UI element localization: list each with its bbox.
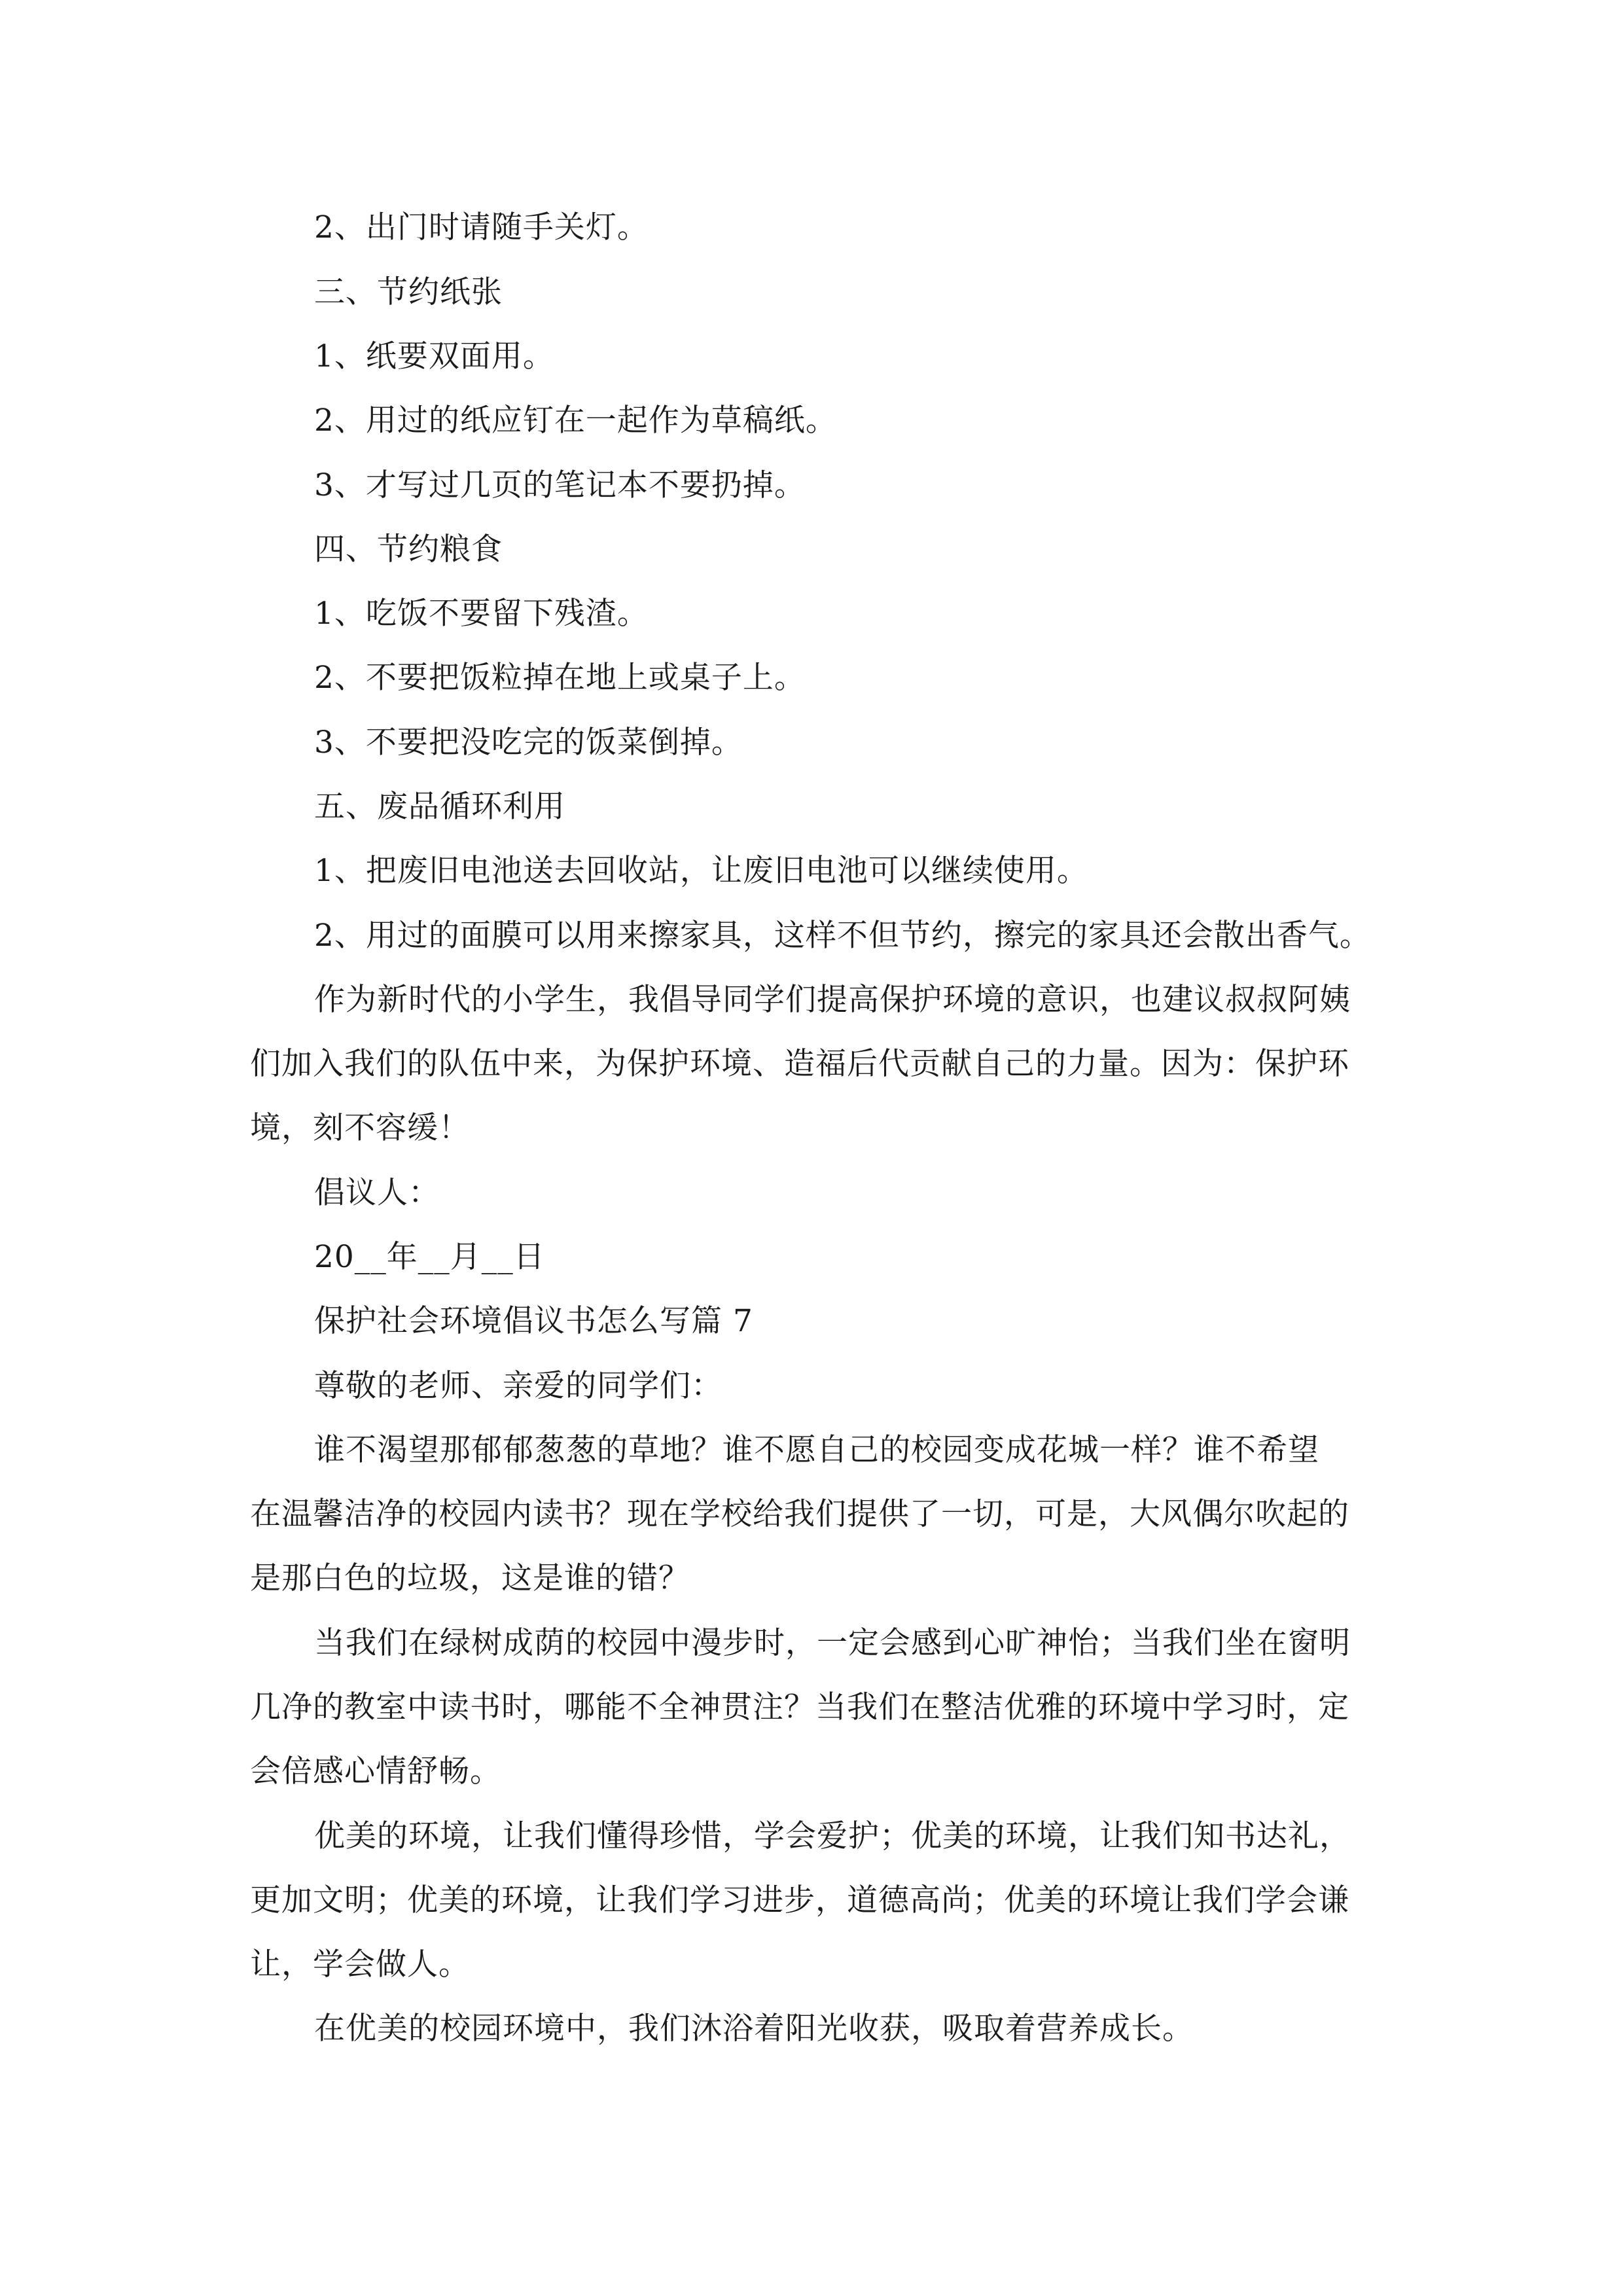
salutation: 尊敬的老师、亲爱的同学们： — [314, 1368, 722, 1404]
list-item-face-mask: 2、用过的面膜可以用来擦家具，这样不但节约，擦完的家具还会散出香气。 — [314, 918, 1371, 954]
article-title: 保护社会环境倡议书怎么写篇 7 — [314, 1303, 753, 1339]
paragraph-line: 在温馨洁净的校园内读书？现在学校给我们提供了一切，可是，大风偶尔吹起的 — [250, 1496, 1349, 1532]
list-item-do-not-waste: 3、不要把没吃完的饭菜倒掉。 — [314, 725, 743, 761]
list-item-turn-off-lights: 2、出门时请随手关灯。 — [314, 209, 649, 245]
paragraph-line: 几净的教室中读书时，哪能不全神贯注？当我们在整洁优雅的环境中学习时，定 — [250, 1689, 1349, 1725]
date-line: 20__年__月__日 — [314, 1239, 545, 1275]
list-item-rice-grains: 2、不要把饭粒掉在地上或桌子上。 — [314, 660, 806, 696]
paragraph-line: 谁不渴望那郁郁葱葱的草地？谁不愿自己的校园变成花城一样？谁不希望 — [314, 1432, 1319, 1468]
paragraph-line: 更加文明；优美的环境，让我们学习进步，道德高尚；优美的环境让我们学会谦 — [250, 1882, 1349, 1918]
list-item-batteries: 1、把废旧电池送去回收站，让废旧电池可以继续使用。 — [314, 853, 1088, 889]
paragraph-line: 们加入我们的队伍中来，为保护环境、造福后代贡献自己的力量。因为：保护环 — [250, 1046, 1349, 1082]
paragraph-line: 让，学会做人。 — [250, 1946, 470, 1982]
list-item-double-sided-paper: 1、纸要双面用。 — [314, 338, 554, 374]
list-item-notebook: 3、才写过几页的笔记本不要扔掉。 — [314, 467, 806, 503]
paragraph-line: 在优美的校园环境中，我们沐浴着阳光收获，吸取着营养成长。 — [314, 2011, 1194, 2047]
list-item-no-leftovers: 1、吃饭不要留下残渣。 — [314, 596, 649, 632]
paragraph-line: 境，刻不容缓！ — [250, 1110, 470, 1146]
paragraph-line: 作为新时代的小学生，我倡导同学们提高保护环境的意识，也建议叔叔阿姨 — [314, 982, 1351, 1018]
paragraph-line: 会倍感心情舒畅。 — [250, 1753, 501, 1789]
paragraph-line: 优美的环境，让我们懂得珍惜，学会爱护；优美的环境，让我们知书达礼， — [314, 1818, 1351, 1854]
proposer-label: 倡议人： — [314, 1175, 440, 1211]
paragraph-line: 是那白色的垃圾，这是谁的错？ — [250, 1560, 690, 1596]
section-heading-save-food: 四、节约粮食 — [314, 531, 503, 567]
section-heading-save-paper: 三、节约纸张 — [314, 274, 503, 310]
list-item-draft-paper: 2、用过的纸应钉在一起作为草稿纸。 — [314, 403, 837, 439]
paragraph-line: 当我们在绿树成荫的校园中漫步时，一定会感到心旷神怡；当我们坐在窗明 — [314, 1625, 1351, 1661]
section-heading-recycling: 五、废品循环利用 — [314, 789, 565, 825]
